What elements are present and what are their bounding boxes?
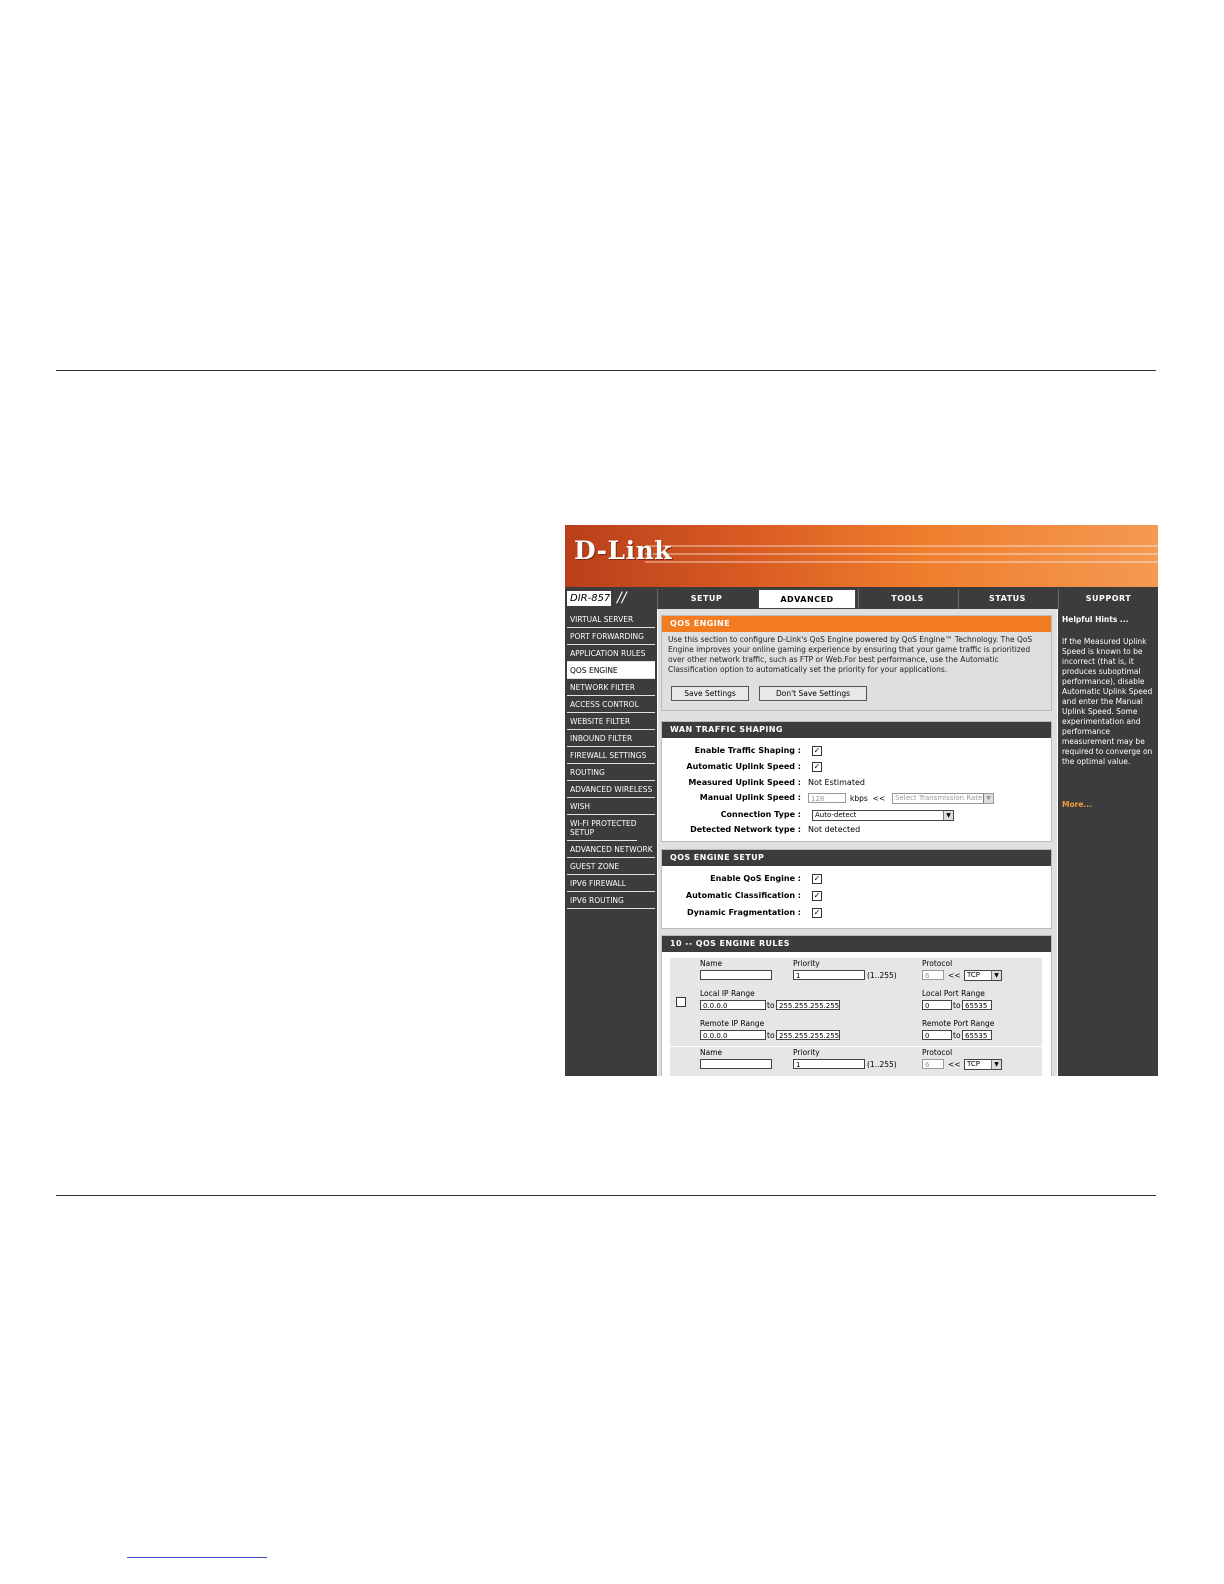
advanced-sidebar xyxy=(565,609,657,1076)
wan-title: WAN TRAFFIC SHAPING xyxy=(662,722,1051,738)
sidebar-item-network-filter[interactable]: NETWORK FILTER xyxy=(567,679,655,696)
sidebar-item-ipv6-firewall[interactable]: IPV6 FIREWALL xyxy=(567,875,655,892)
chevron-down-icon: ▼ xyxy=(991,1060,1001,1069)
manual-uplink-input[interactable]: 128 xyxy=(808,793,846,803)
sidebar-item-routing[interactable]: ROUTING xyxy=(567,764,655,781)
sidebar-item-wifi-protected-setup[interactable]: WI-FI PROTECTED SETUP xyxy=(567,815,637,841)
rule-2-protocol-value: TCP xyxy=(967,1060,980,1068)
tab-status[interactable]: STATUS xyxy=(958,589,1056,609)
rule-2-priority-input[interactable]: 1 xyxy=(793,1059,865,1069)
dont-save-settings-button[interactable]: Don't Save Settings xyxy=(759,686,867,701)
enable-qos-checkbox[interactable]: ✓ xyxy=(813,874,821,883)
rule-1-protocol-number[interactable]: 6 xyxy=(922,970,944,980)
tab-setup[interactable]: SETUP xyxy=(657,589,755,609)
rule-1-name-label: Name xyxy=(700,959,723,968)
chevron-down-icon: ▼ xyxy=(991,971,1001,980)
save-settings-button[interactable]: Save Settings xyxy=(671,686,749,701)
detected-network-label: Detected Network type : xyxy=(690,825,801,834)
manual-uplink-label: Manual Uplink Speed : xyxy=(699,793,801,802)
rule-1-protocol-value: TCP xyxy=(967,971,980,979)
help-body: If the Measured Uplink Speed is known to be incorrect (that is, it produces suboptimal performance), disable Automatic Uplink Speed and enter the Manual Uplink Speed. Some experimentation and performance measurement may be required to converge on the optimal value. xyxy=(1062,637,1153,766)
sidebar-item-advanced-wireless[interactable]: ADVANCED WIRELESS xyxy=(567,781,655,798)
enable-traffic-shaping-checkbox[interactable]: ✓ xyxy=(813,746,821,755)
dynamic-fragmentation-label: Dynamic Fragmentation : xyxy=(687,908,801,917)
rule-1-local-port-start[interactable]: 0 xyxy=(922,1000,952,1010)
rule-2-protocol-arrow: << xyxy=(948,1060,961,1069)
rule-1-enable-checkbox[interactable] xyxy=(676,997,686,1007)
rule-1-local-port-end[interactable]: 65535 xyxy=(962,1000,992,1010)
wan-traffic-shaping-panel xyxy=(661,721,1052,842)
main-content xyxy=(658,609,1057,1076)
rule-1-remote-port-to: to xyxy=(953,1031,961,1040)
model-slash-icon: // xyxy=(617,590,627,606)
rules-title: 10 -- QOS ENGINE RULES xyxy=(662,936,1051,952)
rule-1-priority-input[interactable]: 1 xyxy=(793,970,865,980)
sidebar-item-virtual-server[interactable]: VIRTUAL SERVER xyxy=(567,611,655,628)
model-name: DIR-857 xyxy=(567,591,611,606)
tab-support[interactable]: SUPPORT xyxy=(1058,589,1158,609)
rule-1-remote-port-start[interactable]: 0 xyxy=(922,1030,952,1040)
rule-2-priority-label: Priority xyxy=(793,1048,820,1057)
rule-1-protocol-arrow: << xyxy=(948,971,961,980)
enable-traffic-shaping-label: Enable Traffic Shaping : xyxy=(694,746,801,755)
tab-tools[interactable]: TOOLS xyxy=(858,589,956,609)
rule-1-remote-ip-to: to xyxy=(767,1031,775,1040)
sidebar-item-firewall-settings[interactable]: FIREWALL SETTINGS xyxy=(567,747,655,764)
helpful-hints-panel xyxy=(1058,609,1158,1076)
rule-1-remote-ip-label: Remote IP Range xyxy=(700,1019,765,1028)
sidebar-item-qos-engine[interactable]: QOS ENGINE xyxy=(567,662,655,679)
auto-classification-checkbox[interactable]: ✓ xyxy=(813,891,821,900)
kbps-label: kbps << xyxy=(850,794,886,803)
detected-network-value: Not detected xyxy=(808,825,861,834)
sidebar-item-ipv6-routing[interactable]: IPV6 ROUTING xyxy=(567,892,655,909)
top-divider xyxy=(56,370,1156,371)
sidebar-item-port-forwarding[interactable]: PORT FORWARDING xyxy=(567,628,655,645)
rule-1-local-ip-start[interactable]: 0.0.0.0 xyxy=(700,1000,766,1010)
rule-1-name-input[interactable] xyxy=(700,970,772,980)
sidebar-item-inbound-filter[interactable]: INBOUND FILTER xyxy=(567,730,655,747)
help-title: Helpful Hints ... xyxy=(1062,615,1129,624)
sidebar-item-wish[interactable]: WISH xyxy=(567,798,655,815)
qos-rule-2 xyxy=(670,1047,1042,1076)
transmission-rate-value: Select Transmission Rate xyxy=(895,794,983,802)
dynamic-fragmentation-checkbox[interactable]: ✓ xyxy=(813,908,821,917)
top-nav xyxy=(565,587,1158,609)
sidebar-item-advanced-network[interactable]: ADVANCED NETWORK xyxy=(567,841,655,858)
qos-setup-title: QOS ENGINE SETUP xyxy=(662,850,1051,866)
measured-uplink-label: Measured Uplink Speed : xyxy=(688,778,801,787)
auto-uplink-checkbox[interactable]: ✓ xyxy=(813,762,821,771)
rule-2-protocol-number[interactable]: 6 xyxy=(922,1059,944,1069)
sidebar-item-website-filter[interactable]: WEBSITE FILTER xyxy=(567,713,655,730)
dlink-banner xyxy=(565,525,1158,587)
tab-advanced[interactable]: ADVANCED xyxy=(758,589,856,609)
footer-link-underline[interactable] xyxy=(127,1557,267,1558)
rule-1-priority-range: (1..255) xyxy=(867,971,897,980)
rule-2-priority-range: (1..255) xyxy=(867,1060,897,1069)
rule-1-remote-port-label: Remote Port Range xyxy=(922,1019,995,1028)
chevron-down-icon: ▼ xyxy=(983,794,993,803)
sidebar-item-access-control[interactable]: ACCESS CONTROL xyxy=(567,696,655,713)
auto-uplink-label: Automatic Uplink Speed : xyxy=(686,762,801,771)
rule-1-local-port-label: Local Port Range xyxy=(922,989,985,998)
rule-1-priority-label: Priority xyxy=(793,959,820,968)
qos-engine-rules-panel xyxy=(661,935,1052,1076)
enable-qos-label: Enable QoS Engine : xyxy=(710,874,801,883)
rule-1-local-ip-to: to xyxy=(767,1001,775,1010)
router-screenshot xyxy=(565,525,1158,1076)
auto-classification-label: Automatic Classification : xyxy=(685,891,801,900)
rule-2-protocol-label: Protocol xyxy=(922,1048,953,1057)
bottom-divider xyxy=(56,1195,1156,1196)
rule-2-name-label: Name xyxy=(700,1048,723,1057)
rule-1-local-ip-label: Local IP Range xyxy=(700,989,755,998)
help-more-link[interactable]: More... xyxy=(1062,800,1092,809)
dlink-logo: D-Link xyxy=(574,536,673,565)
intro-title: QOS ENGINE xyxy=(662,616,1051,632)
qos-engine-setup-panel xyxy=(661,849,1052,929)
connection-type-select[interactable] xyxy=(812,810,954,821)
rule-2-name-input[interactable] xyxy=(700,1059,772,1069)
transmission-rate-select[interactable] xyxy=(892,793,994,804)
rule-1-local-port-to: to xyxy=(953,1001,961,1010)
connection-type-value: Auto-detect xyxy=(815,811,857,819)
rule-2-protocol-select[interactable] xyxy=(964,1059,1002,1070)
sidebar-item-application-rules[interactable]: APPLICATION RULES xyxy=(567,645,655,662)
sidebar-item-guest-zone[interactable]: GUEST ZONE xyxy=(567,858,655,875)
measured-uplink-value: Not Estimated xyxy=(808,778,865,787)
connection-type-label: Connection Type : xyxy=(720,810,801,819)
rule-1-protocol-select[interactable] xyxy=(964,970,1002,981)
qos-intro-panel xyxy=(661,615,1052,711)
model-badge xyxy=(567,590,655,607)
qos-rule-1 xyxy=(670,958,1042,1046)
rule-1-remote-port-end[interactable]: 65535 xyxy=(962,1030,992,1040)
chevron-down-icon: ▼ xyxy=(943,811,953,820)
intro-text: Use this section to configure D-Link's QoS Engine powered by QoS Engine™ Technology. The QoS Engine improves your online gaming experience by ensuring that your game traffic is prioritized over other network traffic, such as FTP or Web.For best performance, use the Automatic Classification option to automatically set the priority for your applications. xyxy=(668,635,1033,674)
rule-1-remote-ip-end[interactable]: 255.255.255.255 xyxy=(776,1030,840,1040)
rule-1-local-ip-end[interactable]: 255.255.255.255 xyxy=(776,1000,840,1010)
rule-1-remote-ip-start[interactable]: 0.0.0.0 xyxy=(700,1030,766,1040)
rule-1-protocol-label: Protocol xyxy=(922,959,953,968)
